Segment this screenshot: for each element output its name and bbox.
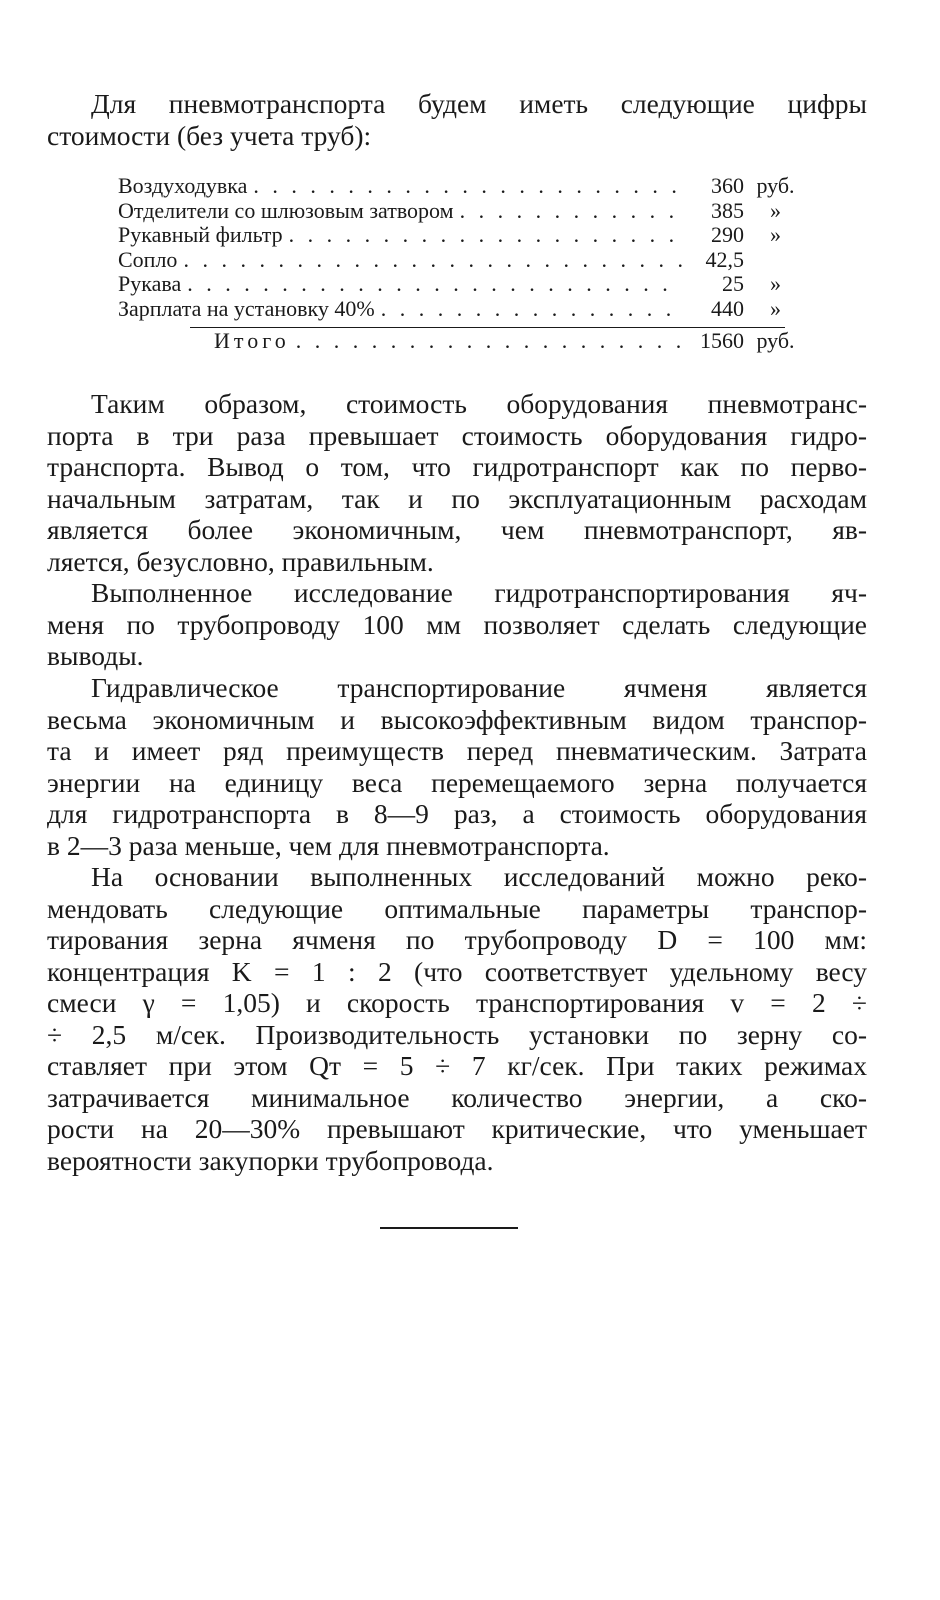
dot-leader	[460, 199, 682, 224]
text-line: смеси γ = 1,05) и скорость транспортирования v = 2 ÷	[47, 987, 867, 1018]
text-line: ляется, безусловно, правильным.	[47, 545, 434, 577]
dot-leader	[183, 248, 682, 273]
text-line: в 2—3 раза меньше, чем для пневмотранспорта.	[47, 829, 610, 861]
cost-item-unit: »	[770, 197, 781, 223]
text-line: рости на 20—30% превышают критические, что уменьшает	[47, 1113, 867, 1144]
cost-item-name: Зарплата на установку 40%	[118, 295, 375, 321]
cost-item-value: 385	[711, 197, 744, 223]
cost-item-unit	[744, 248, 803, 273]
cost-item-value: 290	[711, 222, 744, 247]
text-line: затрачивается минимальное количество энергии, а ско-	[47, 1081, 867, 1113]
cost-row	[118, 272, 803, 297]
cost-item-name: Сопло	[118, 246, 178, 272]
paragraph-hydraulic-advantages	[47, 672, 867, 861]
cost-item-unit: »	[770, 222, 781, 247]
text-line: начальным затратам, так и по эксплуатационным расходам	[47, 482, 867, 514]
dot-leader	[187, 272, 682, 297]
text-line: концентрация K = 1 : 2 (что соответствует удельному весу	[47, 955, 867, 987]
text-line: является более экономичным, чем пневмотранспорт, яв-	[47, 514, 867, 545]
dot-leader	[381, 297, 682, 322]
text-line: меня по трубопроводу 100 мм позволяет сделать следующие	[47, 608, 867, 640]
total-unit: руб.	[756, 328, 795, 353]
paragraph-study-summary	[47, 577, 867, 672]
cost-item-unit: »	[770, 295, 781, 321]
cost-row	[118, 199, 803, 224]
cost-row	[118, 174, 803, 199]
text-line: ÷ 2,5 м/сек. Производительность установки по зерну со-	[47, 1018, 867, 1050]
text-line: тирования зерна ячменя по трубопроводу D = 100 мм:	[47, 924, 867, 955]
dot-leader	[289, 223, 682, 248]
text-line: мендовать следующие оптимальные параметры транспор-	[47, 892, 867, 924]
cost-item-name: Рукавный фильтр	[118, 222, 283, 247]
text-line: та и имеет ряд преимуществ перед пневматическим. Затрата	[47, 735, 867, 766]
text-line: энергии на единицу веса перемещаемого зерна получается	[47, 766, 867, 798]
total-label: Итого	[214, 328, 290, 353]
cost-item-name: Отделители со шлюзовым затвором	[118, 197, 454, 223]
cost-row	[118, 223, 803, 248]
cost-row	[118, 248, 803, 273]
text-line: для гидротранспорта в 8—9 раз, а стоимость оборудования	[47, 798, 867, 829]
paragraph-recommendations	[47, 861, 867, 1176]
dot-leader	[253, 174, 682, 199]
text-line: транспорта. Вывод о том, что гидротранспорт как по перво-	[47, 451, 867, 482]
text-line: порта в три раза превышает стоимость оборудования гидро-	[47, 419, 867, 451]
text-line: ставляет при этом Qт = 5 ÷ 7 кг/сек. При таких режимах	[47, 1050, 867, 1081]
cost-item-value: 42,5	[705, 246, 744, 272]
total-value: 1560	[700, 328, 744, 353]
text-line: весьма экономичным и высокоэффективным видом транспор-	[47, 703, 867, 735]
cost-item-value: 440	[711, 295, 744, 321]
text-line: Для пневмотранспорта будем иметь следующие цифры	[91, 88, 867, 119]
text-line: вероятности закупорки трубопровода.	[47, 1144, 494, 1176]
cost-item-name: Воздуходувка	[118, 173, 248, 198]
text-line: Выполненное исследование гидротранспортирования яч-	[91, 577, 867, 608]
cost-item-value: 25	[722, 271, 744, 296]
cost-item-value: 360	[711, 173, 744, 198]
cost-row	[118, 297, 803, 322]
cost-total-row	[214, 329, 803, 354]
intro-paragraph	[47, 88, 867, 151]
text-line: Гидравлическое транспортирование ячменя является	[91, 672, 867, 703]
cost-item-unit: »	[770, 271, 781, 296]
text-line: Таким образом, стоимость оборудования пневмотранс-	[91, 388, 867, 419]
cost-table	[118, 174, 803, 321]
cost-item-name: Рукава	[118, 271, 182, 296]
dot-leader	[296, 329, 682, 354]
text-line: На основании выполненных исследований можно реко-	[91, 861, 867, 892]
section-end-rule	[380, 1227, 518, 1229]
cost-item-unit: руб.	[756, 173, 795, 198]
paragraph-cost-conclusion	[47, 388, 867, 577]
text-line: стоимости (без учета труб):	[47, 119, 372, 151]
text-line: выводы.	[47, 640, 144, 671]
